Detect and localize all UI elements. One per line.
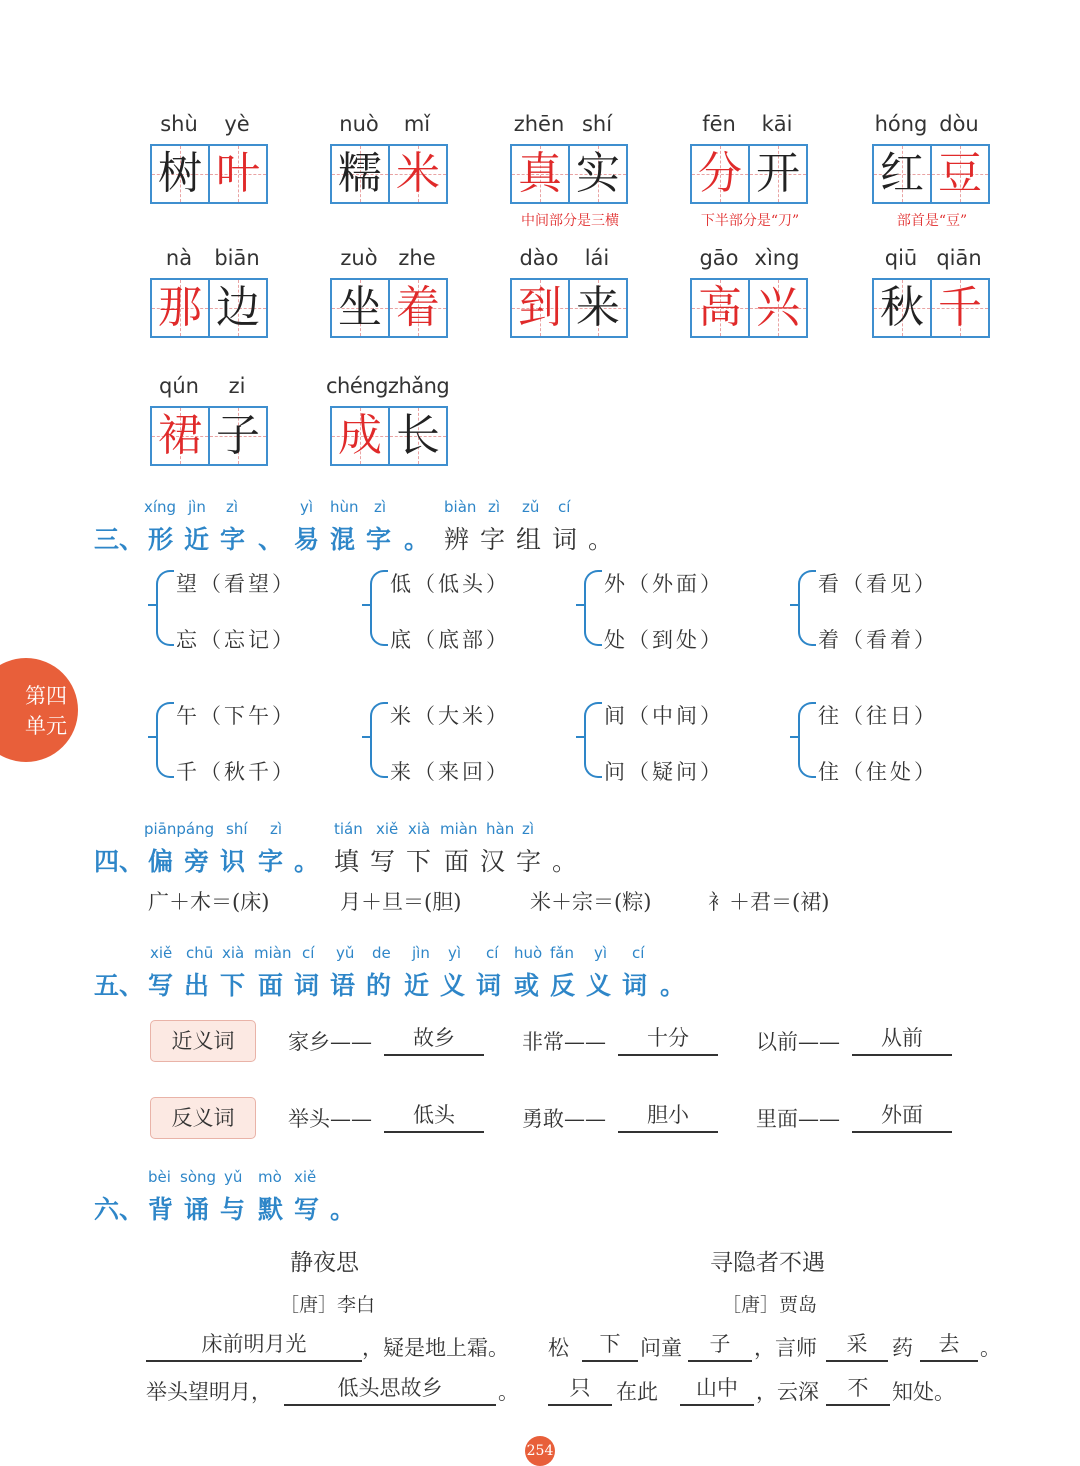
- poem-line: ，疑是地上霜。: [362, 1336, 509, 1360]
- char-pair-line: 外（外面）: [604, 572, 724, 596]
- pinyin-syllable: qiān: [936, 246, 982, 270]
- tian-grid-cell: [388, 278, 448, 338]
- pinyin-syllable: biān: [214, 246, 260, 270]
- heading-pinyin: cí: [302, 944, 315, 962]
- char-pair-line: 问（疑问）: [604, 760, 724, 784]
- poem-title: 静夜思: [290, 1250, 359, 1276]
- poem-author: ［唐］李白: [280, 1294, 376, 1316]
- poem-char: 知处。: [892, 1380, 955, 1404]
- pinyin-syllable: mǐ: [403, 112, 431, 136]
- char-pair-line: 住（住处）: [818, 760, 938, 784]
- char-pair-line: 着（看着）: [818, 628, 938, 652]
- character: 那: [158, 282, 202, 333]
- poem-line: 。: [498, 1380, 519, 1404]
- heading-instruction-char: 填: [334, 847, 360, 876]
- poem-answer: 去: [920, 1330, 978, 1362]
- heading-instruction-char: 写: [370, 847, 396, 876]
- heading-char: 词: [622, 971, 648, 1000]
- character: 长: [396, 410, 440, 461]
- word-label: 非常——: [522, 1030, 606, 1054]
- heading-char: 与: [220, 1195, 246, 1224]
- pinyin-syllable: zhe: [398, 246, 436, 270]
- heading-pinyin: de: [372, 944, 391, 962]
- character: 千: [938, 282, 982, 333]
- heading-char: 词: [294, 971, 320, 1000]
- equation: 米＋宗＝(粽): [530, 890, 652, 914]
- tian-grid-cell: [568, 278, 628, 338]
- brace-icon: [584, 702, 602, 778]
- character: 边: [216, 282, 260, 333]
- pinyin: [150, 246, 268, 276]
- tian-grid-cell: [930, 278, 990, 338]
- heading-pinyin: zì: [522, 820, 535, 838]
- heading-pinyin: biàn: [444, 498, 477, 516]
- poem-char: 问童: [640, 1336, 682, 1360]
- heading-pinyin: cí: [558, 498, 571, 516]
- poem-char: 药: [892, 1336, 913, 1360]
- pinyin-syllable: nà: [165, 246, 193, 270]
- character: 分: [698, 148, 742, 199]
- tian-grid-cell: [388, 144, 448, 204]
- heading-char: 字: [258, 847, 284, 876]
- unit-tab-line: 第四: [25, 684, 67, 708]
- pinyin: [150, 112, 268, 142]
- character: 高: [698, 282, 742, 333]
- page-number: 254: [525, 1436, 555, 1466]
- character: 糯: [338, 148, 382, 199]
- answer: 十分: [618, 1024, 718, 1056]
- heading-char: 近: [404, 971, 430, 1000]
- pinyin-syllable: zi: [228, 374, 246, 398]
- word-note: 下半部分是“刀”: [700, 213, 800, 229]
- poem-char: 松: [548, 1336, 569, 1360]
- pinyin-syllable: xìng: [754, 246, 800, 270]
- heading-instruction-char: 字: [480, 525, 506, 554]
- poem-char: ，言师: [754, 1336, 817, 1360]
- character: 实: [576, 148, 620, 199]
- pinyin: [510, 246, 628, 276]
- tian-grid-cell: [690, 278, 750, 338]
- pinyin: [872, 246, 990, 276]
- equation: 月＋旦＝(胆): [340, 890, 462, 914]
- heading-char: 字: [366, 525, 392, 554]
- synonym-tag: 近义词: [150, 1020, 256, 1062]
- heading-char: 三、: [94, 525, 145, 554]
- tian-grid-cell: [388, 406, 448, 466]
- heading-pinyin: chū: [186, 944, 214, 962]
- poem-answer: 低头思故乡: [284, 1374, 496, 1406]
- char-pair-line: 低（低头）: [390, 572, 510, 596]
- poem-answer: 只: [548, 1374, 612, 1406]
- tian-grid-cell: [872, 144, 932, 204]
- pinyin-syllable: shù: [160, 112, 198, 136]
- unit-tab: [0, 658, 78, 762]
- heading-pinyin: zì: [270, 820, 283, 838]
- heading-pinyin: cí: [486, 944, 499, 962]
- character: 秋: [880, 282, 924, 333]
- heading-char: 五、: [94, 971, 145, 1000]
- tian-grid-cell: [748, 144, 808, 204]
- heading-pinyin: zì: [488, 498, 501, 516]
- char-pair-line: 来（来回）: [390, 760, 510, 784]
- pinyin: [330, 112, 448, 142]
- tian-grid-cell: [510, 278, 570, 338]
- tian-grid-cell: [330, 278, 390, 338]
- pinyin-syllable: nuò: [339, 112, 379, 136]
- char-pair-line: 午（下午）: [176, 704, 296, 728]
- character: 树: [158, 148, 202, 199]
- char-pair-line: 望（看望）: [176, 572, 296, 596]
- tian-grid-cell: [930, 144, 990, 204]
- pinyin-syllable: qún: [159, 374, 199, 398]
- heading-char: 偏: [148, 847, 174, 876]
- char-pair-line: 底（底部）: [390, 628, 510, 652]
- tian-grid-cell: [748, 278, 808, 338]
- heading-char: 四、: [94, 847, 145, 876]
- heading-instruction-char: 下: [406, 847, 432, 876]
- heading-pinyin: sòng: [180, 1168, 217, 1186]
- pinyin-syllable: hóng: [874, 112, 928, 136]
- pinyin: [690, 246, 808, 276]
- poem-char: ，云深: [756, 1380, 819, 1404]
- heading-char: 语: [330, 971, 356, 1000]
- pinyin-syllable: zuò: [340, 246, 378, 270]
- character: 开: [756, 148, 800, 199]
- pinyin-syllable: zhēn: [513, 112, 565, 136]
- pinyin: [872, 112, 990, 142]
- pinyin-syllable: fēn: [702, 112, 736, 136]
- char-pair-group: [584, 568, 784, 652]
- word-label: 里面——: [756, 1107, 840, 1131]
- tian-grid-cell: [150, 144, 210, 204]
- word-label: 以前——: [756, 1030, 840, 1054]
- heading-char: 近: [184, 525, 210, 554]
- pinyin-syllable: chéngzhǎng: [326, 374, 450, 398]
- pinyin-syllable: kāi: [761, 112, 793, 136]
- heading-char: 易: [294, 525, 320, 554]
- word-label: 勇敢——: [522, 1107, 606, 1131]
- heading-instruction-char: 字: [516, 847, 542, 876]
- heading-char: 默: [258, 1195, 284, 1224]
- heading-pinyin: zì: [374, 498, 387, 516]
- char-pair-group: [156, 568, 356, 652]
- heading-instruction-char: 辨: [444, 525, 470, 554]
- pinyin-syllable: dòu: [939, 112, 979, 136]
- poem-author: ［唐］贾岛: [722, 1294, 818, 1316]
- heading-pinyin: miàn: [440, 820, 478, 838]
- poem-title: 寻隐者不遇: [710, 1250, 825, 1276]
- pinyin-syllable: shí: [581, 112, 613, 136]
- heading-instruction-char: 组: [516, 525, 542, 554]
- tian-grid-cell: [872, 278, 932, 338]
- pinyin-syllable: yè: [224, 112, 250, 136]
- heading-pinyin: zǔ: [522, 498, 540, 516]
- heading-char: 的: [366, 971, 392, 1000]
- heading-pinyin: yì: [594, 944, 608, 962]
- heading-instruction-char: 词: [552, 525, 578, 554]
- tian-grid-cell: [208, 406, 268, 466]
- word-label: 家乡——: [288, 1030, 372, 1054]
- heading-char: 旁: [184, 847, 210, 876]
- answer: 低头: [384, 1101, 484, 1133]
- heading-char: 出: [184, 971, 210, 1000]
- poem-answer: 下: [582, 1330, 638, 1362]
- character: 豆: [938, 148, 982, 199]
- pinyin-syllable: lái: [584, 246, 610, 270]
- heading-char: 义: [440, 971, 466, 1000]
- word-note: 部首是“豆”: [896, 213, 968, 229]
- answer: 外面: [852, 1101, 952, 1133]
- heading-char: 写: [294, 1195, 320, 1224]
- heading-char: 。: [294, 847, 320, 876]
- character: 红: [880, 148, 924, 199]
- pinyin-syllable: qiū: [884, 246, 918, 270]
- heading-pinyin: huò: [514, 944, 543, 962]
- heading-pinyin: jìn: [412, 944, 430, 962]
- tian-grid-cell: [208, 278, 268, 338]
- heading-pinyin: mò: [258, 1168, 282, 1186]
- heading-pinyin: jìn: [188, 498, 206, 516]
- tian-grid-cell: [690, 144, 750, 204]
- heading-char: 。: [330, 1195, 356, 1224]
- heading-pinyin: yì: [300, 498, 314, 516]
- heading-pinyin: miàn: [254, 944, 292, 962]
- heading-pinyin: yǔ: [336, 944, 355, 962]
- char-pair-line: 间（中间）: [604, 704, 724, 728]
- char-pair-group: [798, 700, 998, 784]
- heading-pinyin: zì: [226, 498, 239, 516]
- unit-tab-line: 单元: [25, 714, 67, 738]
- heading-char: 、: [258, 525, 284, 554]
- word-note: 中间部分是三横: [521, 213, 619, 229]
- heading-char: 。: [660, 971, 686, 1000]
- heading-pinyin: hùn: [330, 498, 359, 516]
- answer: 故乡: [384, 1024, 484, 1056]
- character: 来: [576, 282, 620, 333]
- char-pair-line: 往（往日）: [818, 704, 938, 728]
- brace-icon: [798, 570, 816, 646]
- heading-char: 写: [148, 971, 174, 1000]
- poem-answer: 采: [826, 1330, 888, 1362]
- poem-answer: 床前明月光: [146, 1330, 362, 1362]
- answer: 胆小: [618, 1101, 718, 1133]
- heading-pinyin: piānpáng: [144, 820, 215, 838]
- char-pair-line: 忘（忘记）: [176, 628, 296, 652]
- heading-instruction-char: 面: [444, 847, 470, 876]
- pinyin-syllable: gāo: [699, 246, 739, 270]
- word-label: 举头——: [288, 1107, 372, 1131]
- character: 到: [518, 282, 562, 333]
- char-pair-line: 米（大米）: [390, 704, 510, 728]
- heading-instruction-char: 。: [588, 525, 614, 554]
- tian-grid-cell: [150, 406, 210, 466]
- character: 子: [216, 410, 260, 461]
- heading-pinyin: xíng: [144, 498, 177, 516]
- tian-grid-cell: [150, 278, 210, 338]
- heading-pinyin: xiě: [294, 1168, 317, 1186]
- heading-pinyin: xiě: [150, 944, 173, 962]
- brace-icon: [370, 702, 388, 778]
- heading-char: 背: [148, 1195, 174, 1224]
- heading-pinyin: tián: [334, 820, 363, 838]
- poem-answer: 不: [826, 1374, 890, 1406]
- equation: 衤＋君＝(裙): [708, 890, 830, 914]
- heading-pinyin: shí: [226, 820, 248, 838]
- heading-char: 。: [404, 525, 430, 554]
- heading-char: 识: [220, 847, 246, 876]
- char-pair-line: 看（看见）: [818, 572, 938, 596]
- equation: 广＋木＝(床): [148, 890, 270, 914]
- tian-grid-cell: [330, 406, 390, 466]
- character: 裙: [158, 410, 202, 461]
- brace-icon: [156, 702, 174, 778]
- poem-char: 在此: [616, 1380, 658, 1404]
- heading-pinyin: yǔ: [224, 1168, 243, 1186]
- heading-pinyin: xiě: [376, 820, 399, 838]
- heading-char: 六、: [94, 1195, 145, 1224]
- tian-grid-cell: [208, 144, 268, 204]
- poem-answer: 子: [688, 1330, 752, 1362]
- character: 兴: [756, 282, 800, 333]
- pinyin: [150, 374, 268, 404]
- heading-char: 反: [550, 971, 576, 1000]
- char-pair-group: [370, 568, 570, 652]
- heading-instruction-char: 汉: [480, 847, 506, 876]
- char-pair-group: [798, 568, 998, 652]
- character: 叶: [216, 148, 260, 199]
- character: 米: [396, 148, 440, 199]
- tian-grid-cell: [568, 144, 628, 204]
- heading-char: 形: [148, 525, 174, 554]
- heading-char: 词: [476, 971, 502, 1000]
- tian-grid-cell: [330, 144, 390, 204]
- heading-char: 字: [220, 525, 246, 554]
- heading-char: 义: [586, 971, 612, 1000]
- char-pair-group: [156, 700, 356, 784]
- heading-char: 下: [220, 971, 246, 1000]
- tian-grid-cell: [510, 144, 570, 204]
- pinyin: [330, 246, 448, 276]
- heading-char: 或: [514, 971, 540, 1000]
- heading-pinyin: cí: [632, 944, 645, 962]
- pinyin-syllable: dào: [519, 246, 559, 270]
- heading-pinyin: xià: [408, 820, 431, 838]
- heading-pinyin: hàn: [486, 820, 515, 838]
- character: 成: [338, 410, 382, 461]
- char-pair-group: [370, 700, 570, 784]
- poem-char: 。: [980, 1336, 1001, 1360]
- character: 着: [396, 282, 440, 333]
- heading-char: 诵: [184, 1195, 210, 1224]
- heading-char: 混: [330, 525, 356, 554]
- pinyin: [510, 112, 628, 142]
- heading-instruction-char: 。: [552, 847, 578, 876]
- char-pair-line: 千（秋千）: [176, 760, 296, 784]
- antonym-tag: 反义词: [150, 1097, 256, 1139]
- brace-icon: [584, 570, 602, 646]
- char-pair-group: [584, 700, 784, 784]
- pinyin: [690, 112, 808, 142]
- brace-icon: [156, 570, 174, 646]
- heading-pinyin: bèi: [148, 1168, 171, 1186]
- character: 坐: [338, 282, 382, 333]
- heading-pinyin: xià: [222, 944, 245, 962]
- heading-pinyin: yì: [448, 944, 462, 962]
- char-pair-line: 处（到处）: [604, 628, 724, 652]
- character: 真: [518, 148, 562, 199]
- heading-char: 面: [258, 971, 284, 1000]
- heading-pinyin: fǎn: [550, 944, 574, 962]
- poem-line: 举头望明月，: [146, 1380, 272, 1404]
- answer: 从前: [852, 1024, 952, 1056]
- pinyin: [326, 374, 450, 404]
- brace-icon: [370, 570, 388, 646]
- poem-answer: 山中: [680, 1374, 754, 1406]
- brace-icon: [798, 702, 816, 778]
